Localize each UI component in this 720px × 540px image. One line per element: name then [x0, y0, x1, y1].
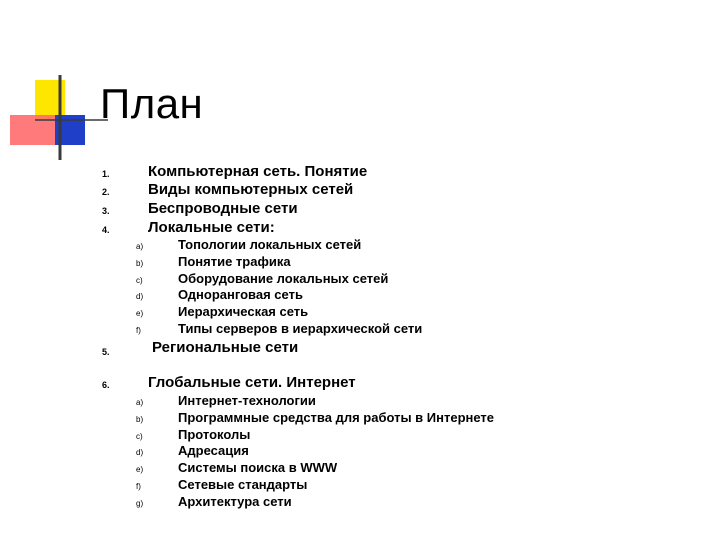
sublist-letter: a)	[136, 242, 144, 251]
sublist-text: Программные средства для работы в Интернете	[178, 410, 495, 425]
sublist-letter: d)	[136, 292, 144, 301]
sublist-letter: e)	[136, 309, 144, 318]
sublist-letter: f)	[136, 326, 141, 335]
sublist-text: Одноранговая сеть	[178, 287, 303, 302]
outline-text: Локальные сети:	[148, 219, 275, 236]
sublist-letter: b)	[136, 259, 144, 268]
outline-number: 3.	[102, 206, 110, 216]
sublist-text: Интернет-технологии	[178, 393, 316, 408]
sublist-letter: c)	[136, 432, 143, 441]
outline-number: 5.	[102, 347, 110, 357]
outline-text: Компьютерная сеть. Понятие	[148, 163, 368, 180]
sublist-text: Типы серверов в иерархической сети	[178, 321, 423, 336]
sublist-letter: e)	[136, 465, 144, 474]
sublist-text: Иерархическая сеть	[178, 304, 309, 319]
outline-text: Беспроводные сети	[148, 200, 298, 217]
outline-number: 1.	[102, 169, 110, 179]
sublist-text: Понятие трафика	[178, 254, 291, 269]
outline-text: Виды компьютерных сетей	[148, 181, 354, 198]
sublist-text: Адресация	[178, 443, 249, 458]
outline-number: 6.	[102, 380, 110, 390]
sublist-letter: b)	[136, 415, 144, 424]
outline-text: Региональные сети	[152, 339, 299, 356]
sublist-letter: d)	[136, 448, 144, 457]
sublist-letter: g)	[136, 499, 144, 508]
outline-text: Глобальные сети. Интернет	[148, 374, 356, 391]
sublist-letter: a)	[136, 398, 144, 407]
sublist-text: Сетевые стандарты	[178, 477, 308, 492]
sublist-text: Оборудование локальных сетей	[178, 271, 389, 286]
sublist-text: Протоколы	[178, 427, 251, 442]
sublist-letter: f)	[136, 482, 141, 491]
sublist-text: Топологии локальных сетей	[178, 237, 362, 252]
sublist-text: Системы поиска в WWW	[178, 460, 338, 475]
decorative-logo	[0, 0, 110, 170]
sublist-text: Архитектура сети	[178, 494, 292, 509]
slide-title: План	[100, 80, 204, 127]
sublist-letter: c)	[136, 276, 143, 285]
outline-number: 4.	[102, 225, 110, 235]
outline-number: 2.	[102, 187, 110, 197]
